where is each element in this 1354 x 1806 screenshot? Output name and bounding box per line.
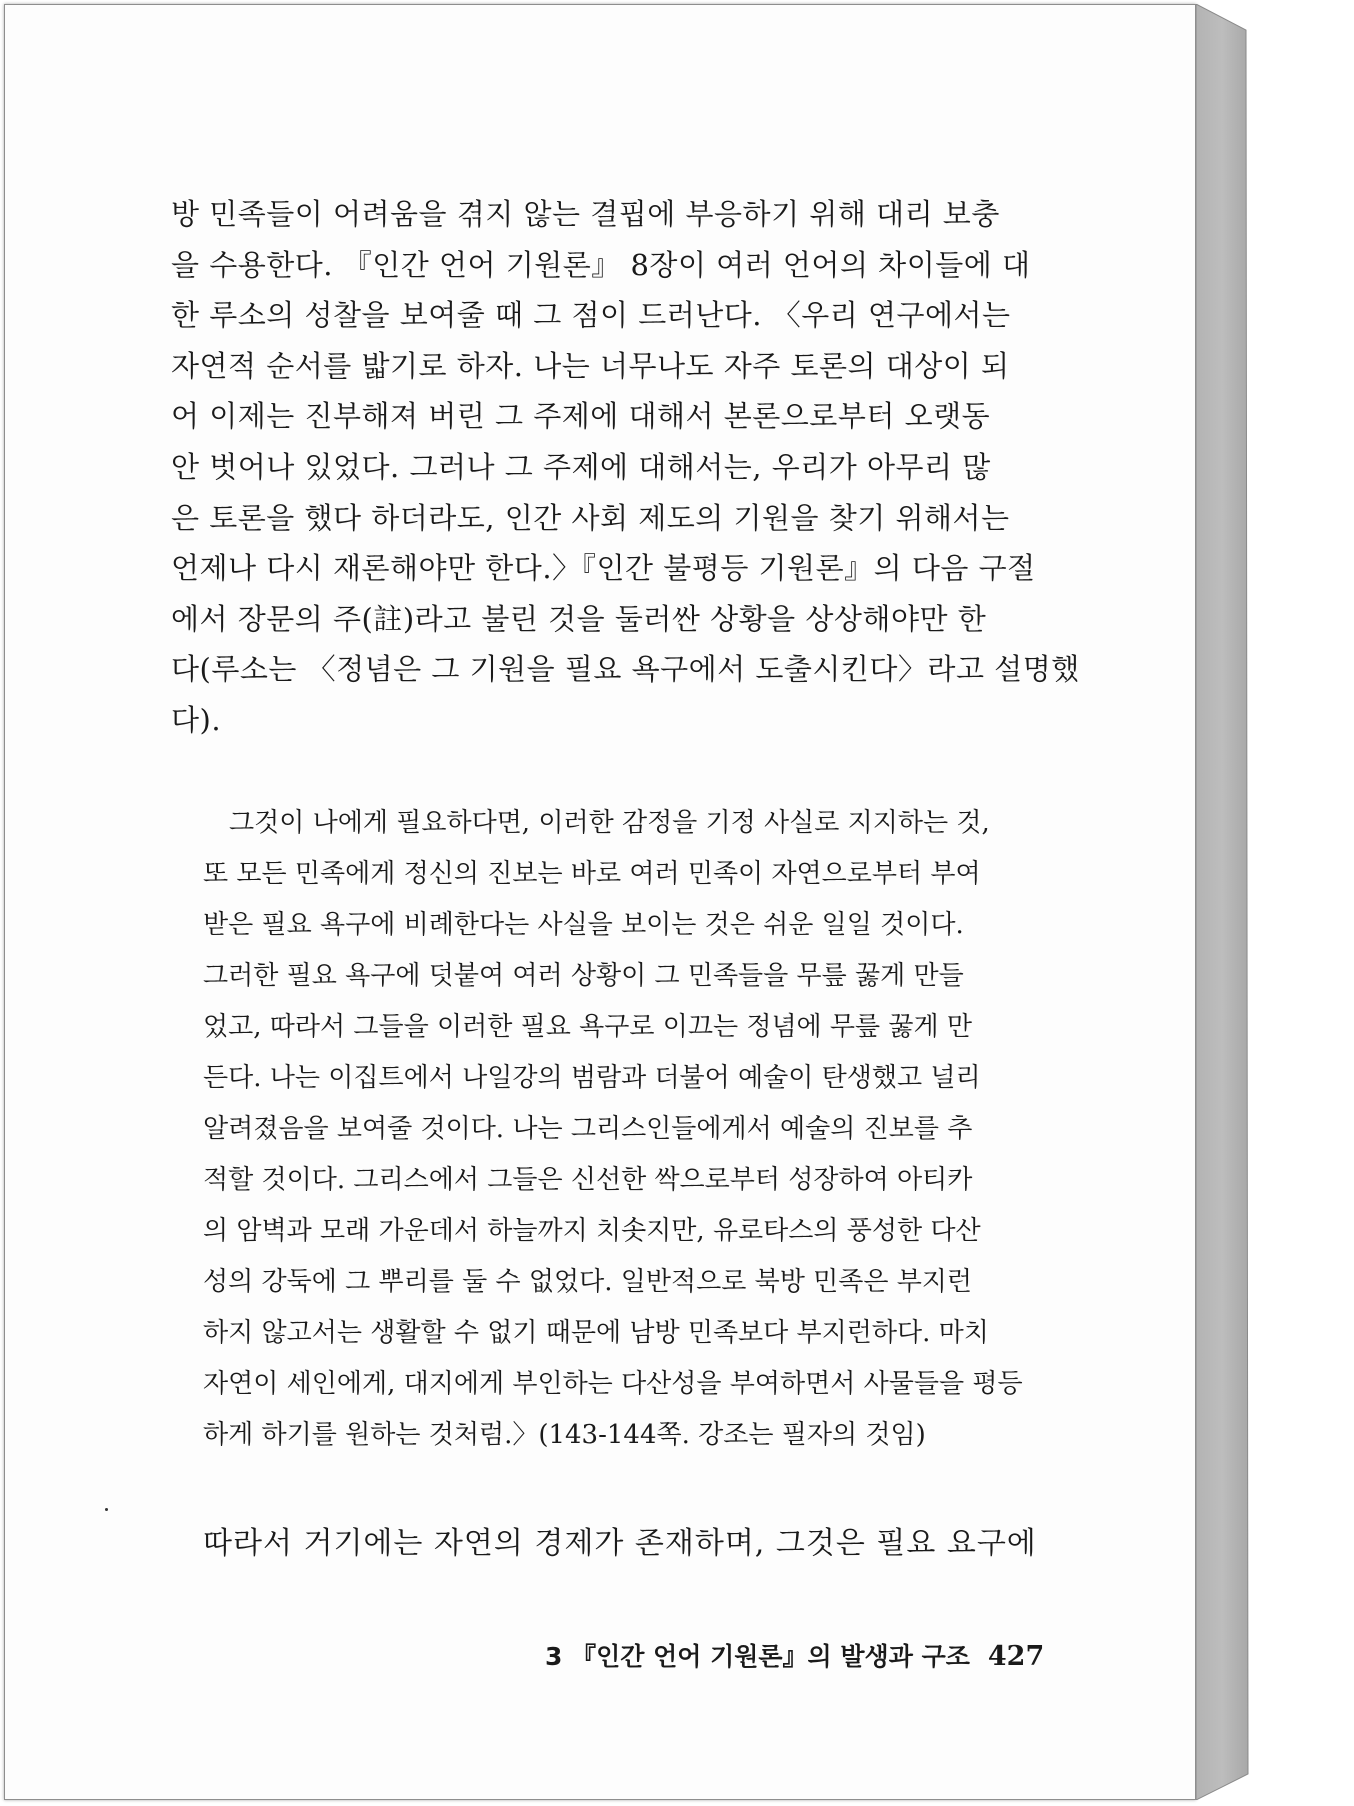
text-line: 한 루소의 성찰을 보여줄 때 그 점이 드러난다. 〈우리 연구에서는 xyxy=(171,298,1011,333)
quote-line: 의 암벽과 모래 가운데서 하늘까지 치솟지만, 유로타스의 풍성한 다산 xyxy=(203,1216,981,1246)
spine-shape xyxy=(1196,4,1254,1800)
main-paragraph xyxy=(171,189,1080,746)
text-line: 언제나 다시 재론해야만 한다.〉『인간 불평등 기원론』의 다음 구절 xyxy=(171,551,1036,586)
closing-paragraph xyxy=(203,1520,1043,1568)
quote-line: 그러한 필요 욕구에 덧붙여 여러 상황이 그 민족들을 무릎 꿇게 만들 xyxy=(203,961,964,991)
block-quote xyxy=(203,798,1033,1461)
text-line: 다(루소는 〈정념은 그 기원을 필요 욕구에서 도출시킨다〉라고 설명했 xyxy=(171,652,1080,687)
page-number: 427 xyxy=(987,1641,1045,1672)
quote-line: 또 모든 민족에게 정신의 진보는 바로 여러 민족이 자연으로부터 부여 xyxy=(203,859,981,889)
book-page xyxy=(4,4,1196,1800)
text-line: 자연적 순서를 밟기로 하자. 나는 너무나도 자주 토론의 대상이 되 xyxy=(171,348,1010,383)
running-head: 3 『인간 언어 기원론』의 발생과 구조 xyxy=(545,1642,970,1671)
quote-line: 자연이 세인에게, 대지에게 부인하는 다산성을 부여하면서 사물들을 평등 xyxy=(203,1369,1023,1399)
quote-line: 그것이 나에게 필요하다면, 이러한 감정을 기정 사실로 지지하는 것, xyxy=(229,808,990,838)
quote-line: 적할 것이다. 그리스에서 그들은 신선한 싹으로부터 성장하여 아티카 xyxy=(203,1165,973,1195)
quote-line: 받은 필요 욕구에 비례한다는 사실을 보이는 것은 쉬운 일일 것이다. xyxy=(203,910,964,940)
text-line: 에서 장문의 주(註)라고 불린 것을 둘러싼 상황을 상상해야만 한 xyxy=(171,601,987,636)
quote-line: 었고, 따라서 그들을 이러한 필요 욕구로 이끄는 정념에 무릎 꿇게 만 xyxy=(203,1012,973,1042)
quote-line: 하게 하기를 원하는 것처럼.〉(143-144쪽. 강조는 필자의 것임) xyxy=(203,1420,926,1450)
text-line: 안 벗어나 있었다. 그러나 그 주제에 대해서는, 우리가 아무리 많 xyxy=(171,449,991,484)
quote-line: 든다. 나는 이집트에서 나일강의 범람과 더불어 예술이 탄생했고 널리 xyxy=(203,1063,981,1093)
quote-line: 알려졌음을 보여줄 것이다. 나는 그리스인들에게서 예술의 진보를 추 xyxy=(203,1114,973,1144)
text-line: 따라서 거기에는 자연의 경제가 존재하며, 그것은 필요 요구에 xyxy=(203,1526,1037,1561)
text-line: 을 수용한다. 『인간 언어 기원론』 8장이 여러 언어의 차이들에 대 xyxy=(171,247,1031,282)
text-line: 어 이제는 진부해져 버린 그 주제에 대해서 본론으로부터 오랫동 xyxy=(171,399,991,434)
text-line: 은 토론을 했다 하더라도, 인간 사회 제도의 기원을 찾기 위해서는 xyxy=(171,500,1010,535)
scan-speck xyxy=(105,1508,108,1511)
quote-line: 하지 않고서는 생활할 수 없기 때문에 남방 민족보다 부지런하다. 마치 xyxy=(203,1318,989,1348)
book-spine xyxy=(1196,4,1254,1800)
text-line: 다). xyxy=(171,702,222,737)
page-footer xyxy=(545,1637,1045,1673)
quote-line: 성의 강둑에 그 뿌리를 둘 수 없었다. 일반적으로 북방 민족은 부지런 xyxy=(203,1267,973,1297)
text-line: 방 민족들이 어려움을 겪지 않는 결핍에 부응하기 위해 대리 보충 xyxy=(171,197,1000,231)
